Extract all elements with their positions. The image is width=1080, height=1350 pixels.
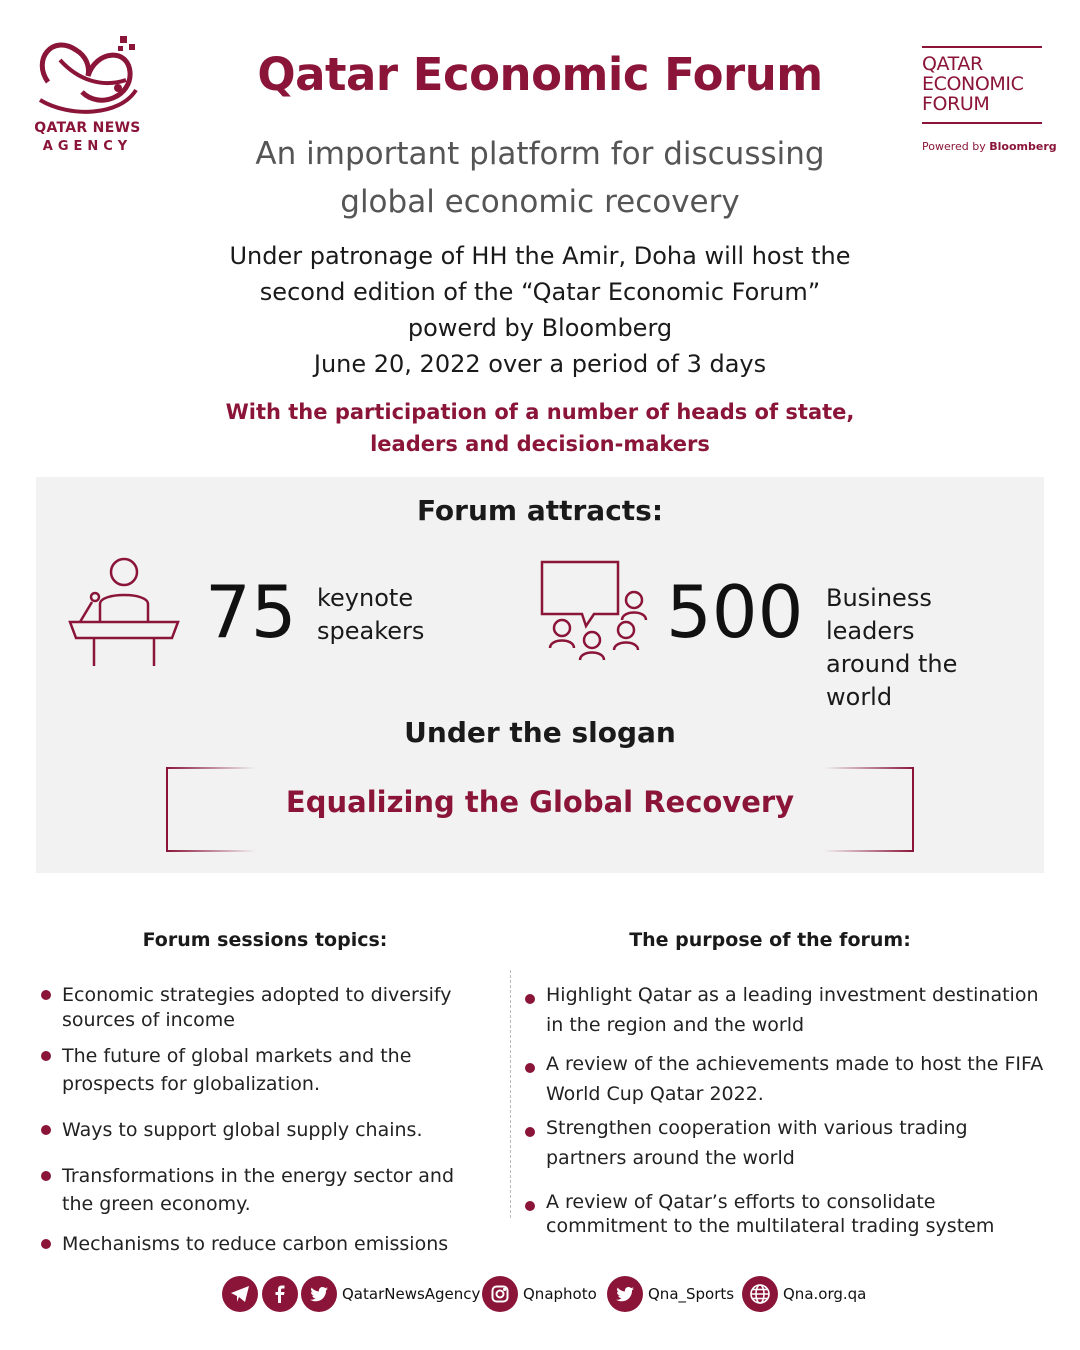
topics-heading: Forum sessions topics: [142, 929, 388, 951]
bullet-icon [41, 1051, 51, 1061]
participation-note [130, 396, 950, 460]
intro-line: June 20, 2022 over a period of 3 days [313, 350, 767, 378]
bullet-icon [525, 1063, 535, 1073]
powered-by-prefix: Powered by [922, 140, 986, 153]
forum-logo-line: QATAR [922, 53, 983, 75]
social-handle-sports[interactable]: Qna_Sports [648, 1285, 735, 1303]
list-item-line: sources of income [62, 1009, 235, 1031]
stat-label-line: Business [826, 584, 932, 612]
list-item-line: A review of the achievements made to host the FIFA [546, 1053, 1044, 1075]
social-footer [0, 1276, 1080, 1316]
page-title: Qatar Economic Forum [257, 48, 823, 101]
forum-logo-rule [922, 122, 1042, 124]
list-item [62, 981, 452, 1034]
list-item-line: Strengthen cooperation with various trading [546, 1117, 968, 1139]
list-item [546, 1050, 1043, 1108]
stat-speakers-value: 75 [205, 570, 297, 654]
list-item-line: prospects for globalization. [62, 1073, 321, 1095]
speaker-podium-icon [68, 552, 180, 672]
twitter-icon[interactable] [607, 1276, 643, 1312]
list-item-line: World Cup Qatar 2022. [546, 1083, 764, 1105]
audience-chat-icon [538, 558, 650, 672]
stat-label-line: leaders [826, 617, 915, 645]
list-item-line: Highlight Qatar as a leading investment destination [546, 984, 1039, 1006]
subtitle-line: global economic recovery [340, 184, 740, 220]
list-item-line: A review of Qatar’s efforts to consolidate [546, 1191, 936, 1213]
column-divider [510, 970, 511, 1218]
stat-speakers-label [317, 582, 477, 648]
list-item [546, 981, 1039, 1039]
list-item-line: partners around the world [546, 1147, 795, 1169]
bullet-icon [525, 1127, 535, 1137]
bullet-icon [41, 990, 51, 1000]
purpose-heading: The purpose of the forum: [629, 929, 911, 951]
stat-label-line: around the [826, 650, 958, 678]
participation-line: With the participation of a number of heads of state, [225, 400, 855, 424]
stat-label-line: world [826, 683, 893, 711]
list-item-line: Economic strategies adopted to diversify [62, 984, 452, 1006]
participation-line: leaders and decision-makers [370, 432, 710, 456]
list-item [62, 1230, 448, 1258]
bullet-icon [41, 1171, 51, 1181]
powered-by-brand: Bloomberg [989, 140, 1057, 153]
intro-paragraph [130, 238, 950, 382]
agency-name-line2: AGENCY [42, 139, 133, 154]
bullet-icon [41, 1239, 51, 1249]
list-item [62, 1162, 454, 1218]
list-item [62, 1042, 411, 1098]
list-item-line: the green economy. [62, 1193, 251, 1215]
twitter-icon[interactable] [301, 1276, 337, 1312]
forum-logo-wordmark [922, 54, 1023, 114]
stat-leaders-label [826, 582, 1026, 714]
bullet-icon [525, 1201, 535, 1211]
list-item-line: The future of global markets and the [62, 1045, 412, 1067]
list-item [62, 1116, 423, 1144]
bullet-icon [525, 994, 535, 1004]
list-item-line: commitment to the multilateral trading system [546, 1215, 995, 1237]
list-item [546, 1188, 994, 1240]
forum-logo-rule [922, 46, 1042, 48]
list-item-line: Ways to support global supply chains. [62, 1119, 423, 1141]
facebook-icon[interactable] [262, 1276, 298, 1312]
agency-name-line1: QATAR NEWS [34, 120, 141, 136]
forum-logo-line: FORUM [922, 93, 990, 115]
website-link[interactable]: Qna.org.qa [783, 1285, 867, 1303]
social-handle-qna[interactable]: QatarNewsAgency [342, 1285, 481, 1303]
instagram-icon[interactable] [482, 1276, 518, 1312]
list-item [546, 1114, 968, 1172]
attracts-heading: Forum attracts: [416, 494, 664, 527]
list-item-line: Transformations in the energy sector and [62, 1165, 455, 1187]
subtitle-line: An important platform for discussing [255, 136, 825, 172]
intro-line: powerd by Bloomberg [407, 314, 673, 342]
stat-leaders-value: 500 [666, 570, 804, 654]
intro-line: Under patronage of HH the Amir, Doha will host the [229, 242, 851, 270]
forum-logo-powered-by [922, 140, 1057, 153]
list-item-line: Mechanisms to reduce carbon emissions [62, 1233, 449, 1255]
list-item-line: in the region and the world [546, 1014, 805, 1036]
stat-label-line: speakers [317, 617, 425, 645]
intro-line: second edition of the “Qatar Economic Forum” [259, 278, 821, 306]
slogan-heading: Under the slogan [404, 716, 676, 749]
social-handle-photo[interactable]: Qnaphoto [523, 1285, 597, 1303]
slogan-text: Equalizing the Global Recovery [285, 785, 795, 819]
stat-label-line: keynote [317, 584, 414, 612]
globe-icon[interactable] [742, 1276, 778, 1312]
page-subtitle [170, 130, 910, 226]
telegram-icon[interactable] [222, 1276, 258, 1312]
bullet-icon [41, 1125, 51, 1135]
forum-logo-line: ECONOMIC [922, 73, 1024, 95]
